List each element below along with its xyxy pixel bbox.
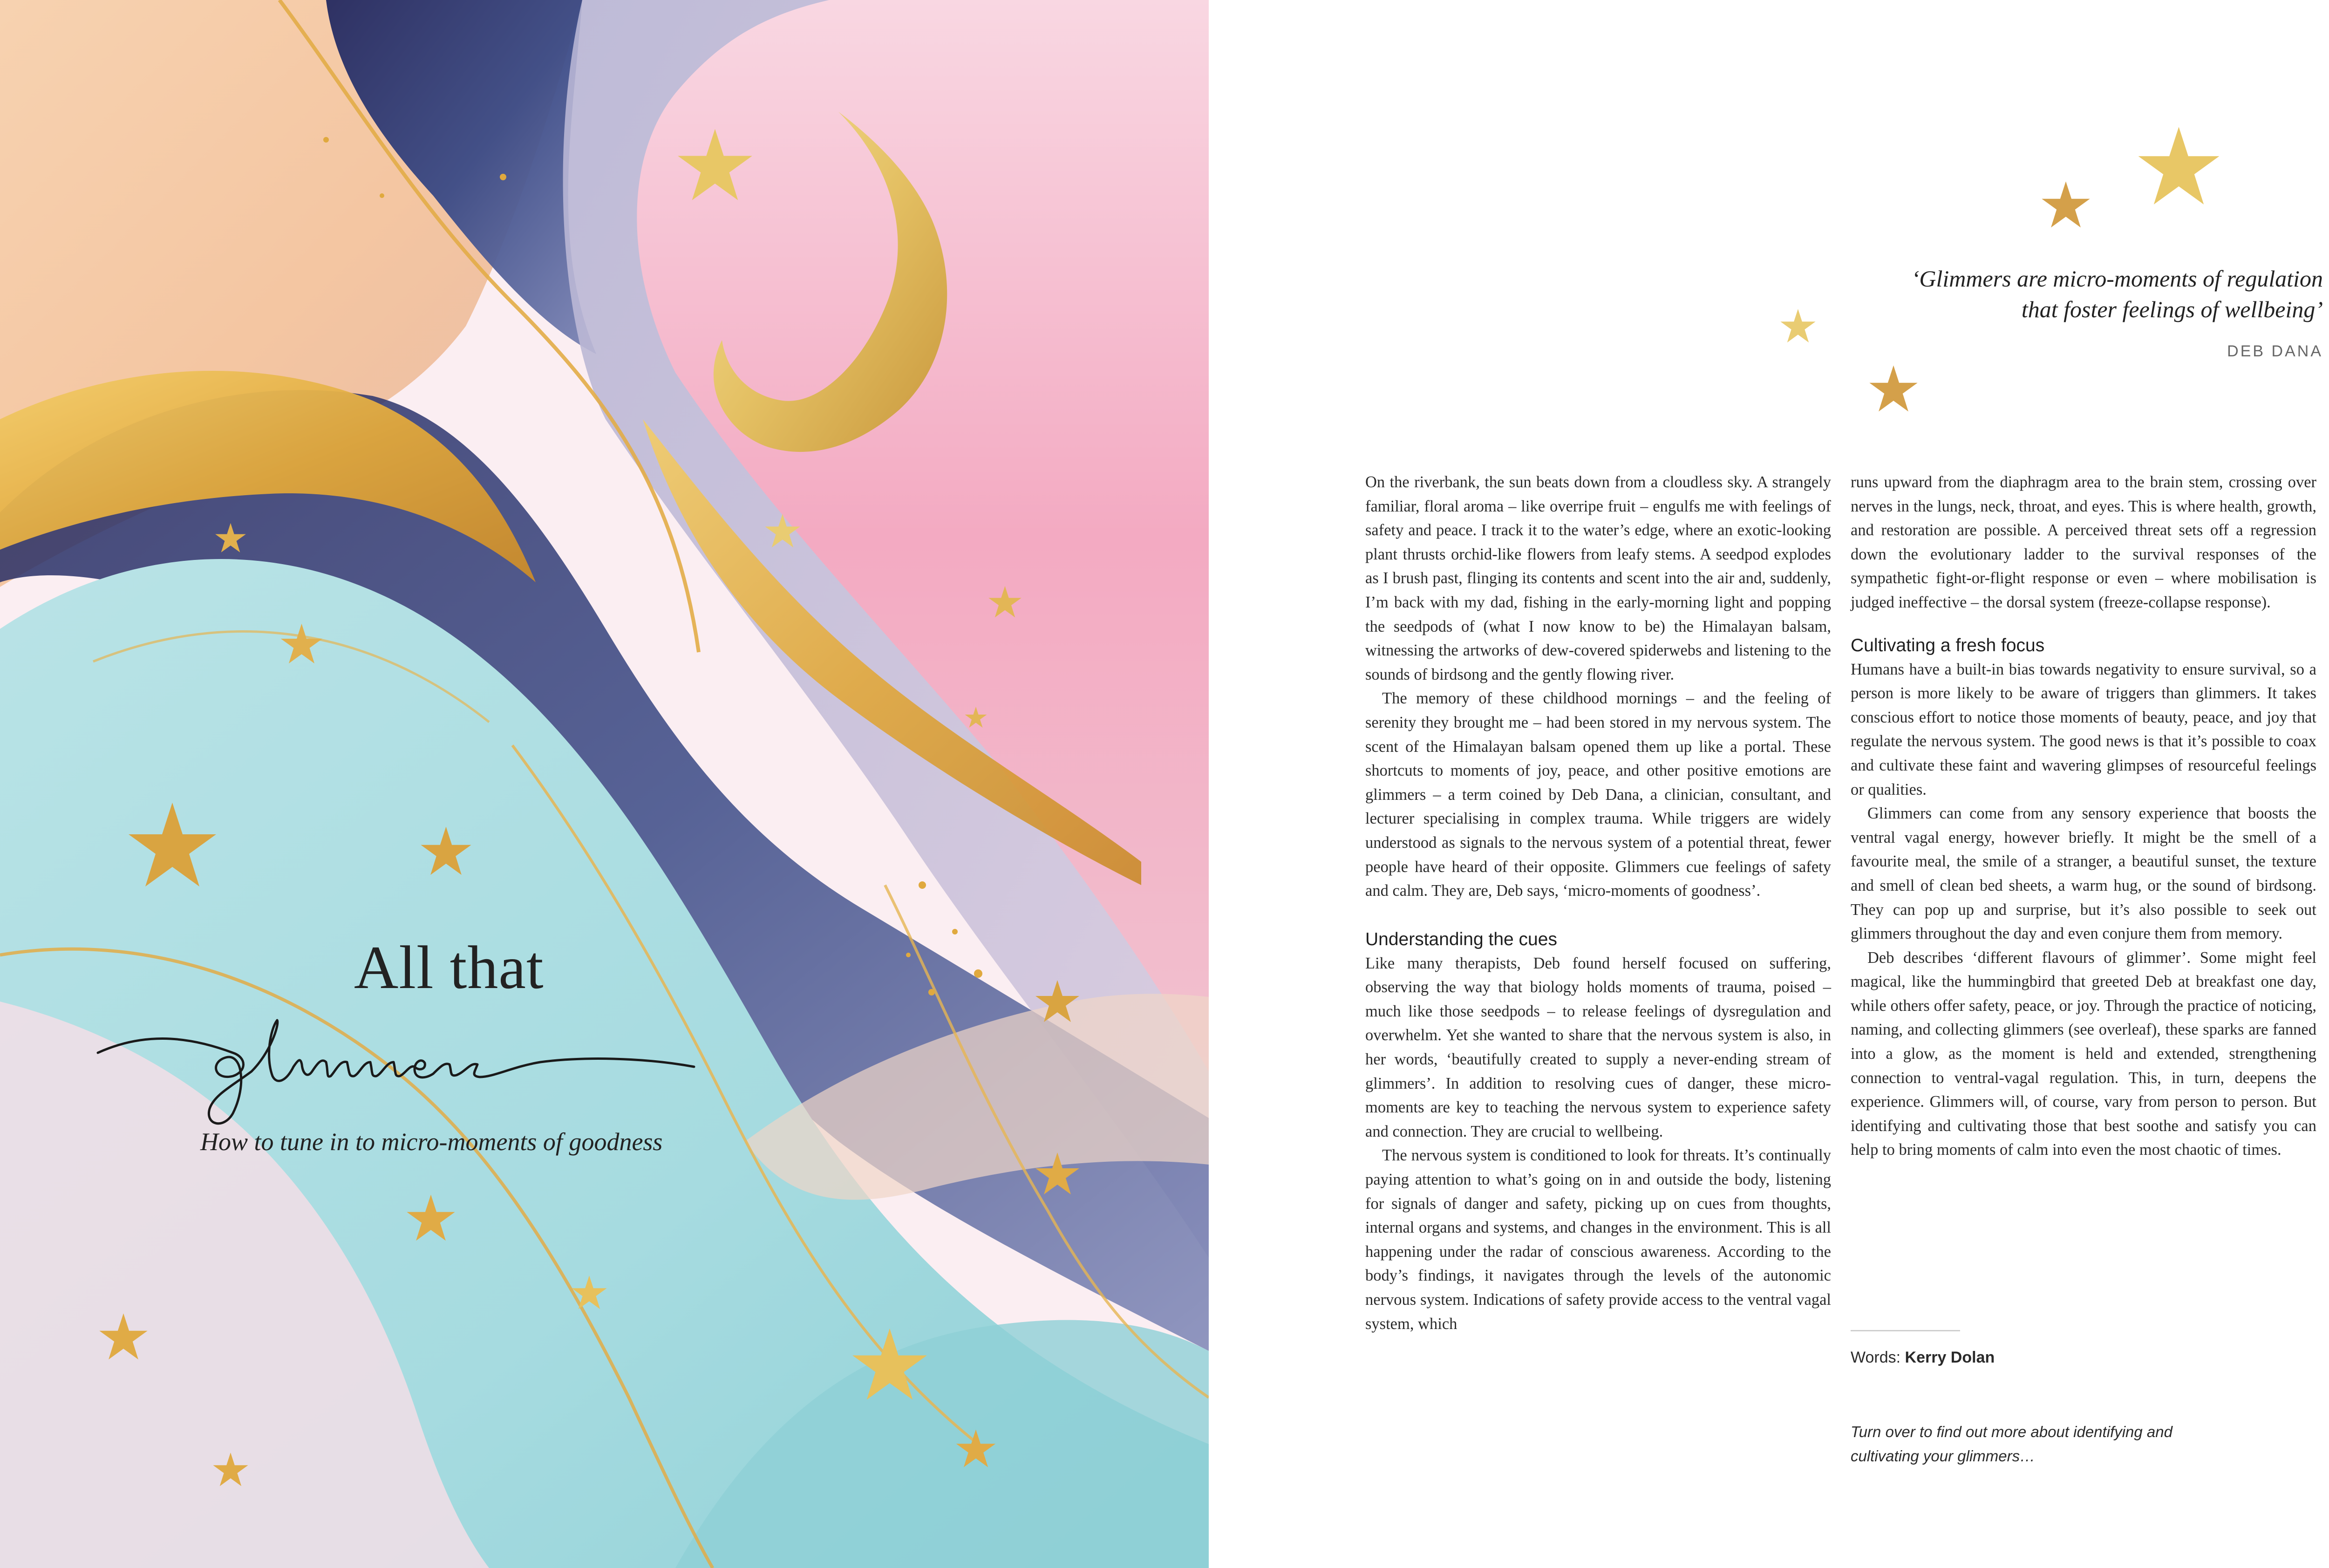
paragraph: The nervous system is conditioned to look for threats. It’s continually paying attention to what’s going on in and outside the body, listening for signals of danger and safety, picking up on cues from thoughts, internal organs and systems, and changes in the environment. This is all happening under the radar of conscious awareness. According to the body’s findings, it navigates through the levels of the autonomic nervous system. Indications of safety provide access to the ventral vagal system, which — [1365, 1146, 1831, 1333]
pull-quote-line: ‘Glimmers are micro-moments of regulation — [1911, 266, 2323, 292]
star-icon — [1034, 978, 1081, 1025]
star-icon — [1034, 1151, 1081, 1197]
pull-quote — [1717, 263, 2323, 325]
article-column-1 — [1365, 470, 1831, 1336]
article-page — [1209, 0, 2329, 1568]
star-icon — [98, 1311, 149, 1363]
paragraph: Glimmers can come from any sensory experience that boosts the ventral vagal energy, however briefly. It might be the smell of a favourite meal, the smile of a stranger, a beautiful sunset, the texture and smell of clean bed sheets, a warm hug, or the sound of birdsong. They can pop up and surprise, but it’s also possible to seek out glimmers throughout the day and even conjure them from memory. — [1851, 804, 2316, 943]
star-icon — [955, 1428, 997, 1470]
section-heading: Understanding the cues — [1365, 929, 1557, 949]
teaser-line: Turn over to find out more about identifying and — [1851, 1423, 2172, 1440]
teaser-line: cultivating your glimmers… — [1851, 1447, 2036, 1465]
paragraph: Like many therapists, Deb found herself focused on suffering, observing the way that biology holds moments of trauma, poised – much like those seedpods – to release feelings of dysregulation and overwhelm. Yet she wanted to share that the nervous system is also, in her words, ‘beautifully created to supply a never-ending stream of glimmers’. In addition to resolving cues of danger, these micro-moments are key to teaching the nervous system to experience safety and connection. They are crucial to wellbeing. — [1365, 954, 1831, 1140]
star-icon — [214, 522, 247, 554]
turn-over-teaser — [1851, 1420, 2270, 1468]
article-column-2 — [1851, 470, 2316, 1162]
pull-quote-line: that foster feelings of wellbeing’ — [2021, 296, 2323, 322]
star-icon — [2040, 179, 2091, 231]
paragraph: Deb describes ‘different flavours of glimmer’. Some might feel magical, like the hummingbird that greeted Deb at breakfast one day, while others offer safety, peace, or joy. Through the practice of noticing, naming, and collecting glimmers (see overleaf), these sparks are fanned into a glow, as the moment is held and extended, strengthening connection to ventral-vagal regulation. This, in turn, deepens the experience. Glimmers will, of course, vary from person to person. But identifying and cultivating those that best soothe and satisfy you can help to bring moments of calm into even the most chaotic of times. — [1851, 948, 2316, 1159]
paragraph: On the riverbank, the sun beats down from a cloudless sky. A strangely familiar, floral aroma – like overripe fruit – engulfs me with feelings of safety and peace. I track it to the water’s edge, where an exotic-looking plant thrusts orchid-like flowers from leafy stems. A seedpod explodes as I brush past, flinging its contents and scent into the air and, suddenly, I’m back with my dad, fishing in the early-morning light and popping the seedpods of (what I now know to be) the Himalayan balsam, witnessing the artworks of dew-covered spiderwebs and listening to the sounds of birdsong and the gently flowing river. — [1365, 473, 1831, 683]
paragraph: runs upward from the diaphragm area to the brain stem, crossing over nerves in the lungs, neck, throat, and eyes. This is where health, growth, and restoration are possible. A perceived threat sets off a regression down the evolutionary ladder to the survival responses of the sympathetic fight-or-flight response or even – where mobilisation is judged ineffective – the dorsal system (freeze-collapse response). — [1851, 473, 2316, 611]
star-icon — [419, 825, 473, 878]
hero-title-block — [93, 932, 736, 1193]
star-icon — [2136, 123, 2222, 210]
byline-label: Words: — [1851, 1349, 1905, 1366]
star-icon — [964, 706, 987, 729]
hero-title: All that — [354, 933, 544, 1002]
section-heading: Cultivating a fresh focus — [1851, 635, 2045, 655]
star-icon — [764, 512, 801, 550]
hero-subtitle: How to tune in to micro-moments of goodness — [200, 1128, 663, 1156]
byline-author: Kerry Dolan — [1905, 1349, 1995, 1366]
star-icon — [850, 1325, 929, 1404]
star-icon — [212, 1451, 249, 1488]
byline — [1851, 1349, 1995, 1367]
pull-quote-author: DEB DANA — [2227, 342, 2323, 360]
star-icon — [279, 622, 324, 666]
paragraph: The memory of these childhood mornings – and the feeling of serenity they brought me – had been stored in my nervous system. The scent of the Himalayan balsam opened them up like a portal. These shortcuts to moments of joy, peace, and other positive emotions are glimmers – a term coined by Deb Dana, a clinician, consultant, and lecturer specialising in complex trauma. While triggers are widely understood as signals to the nervous system of a potential threat, fewer people have heard of their opposite. Glimmers cue feelings of safety and calm. They are, Deb says, ‘micro-moments of goodness’. — [1365, 689, 1831, 900]
credit-divider — [1851, 1330, 1960, 1331]
star-icon — [126, 799, 219, 892]
star-icon — [1868, 363, 1919, 415]
star-icon — [987, 585, 1022, 620]
star-icon — [405, 1193, 456, 1244]
glimmers-script-wordmark — [93, 997, 699, 1127]
paragraph: Humans have a built-in bias towards negativity to ensure survival, so a person is more likely to be aware of triggers than glimmers. It takes conscious effort to notice those moments of beauty, peace, and joy that regulate the nervous system. The good news is that it’s possible to coax and cultivate these faint and wavering glimpses of resourceful feelings or qualities. — [1851, 660, 2316, 798]
star-icon — [675, 126, 755, 205]
star-icon — [571, 1274, 608, 1311]
